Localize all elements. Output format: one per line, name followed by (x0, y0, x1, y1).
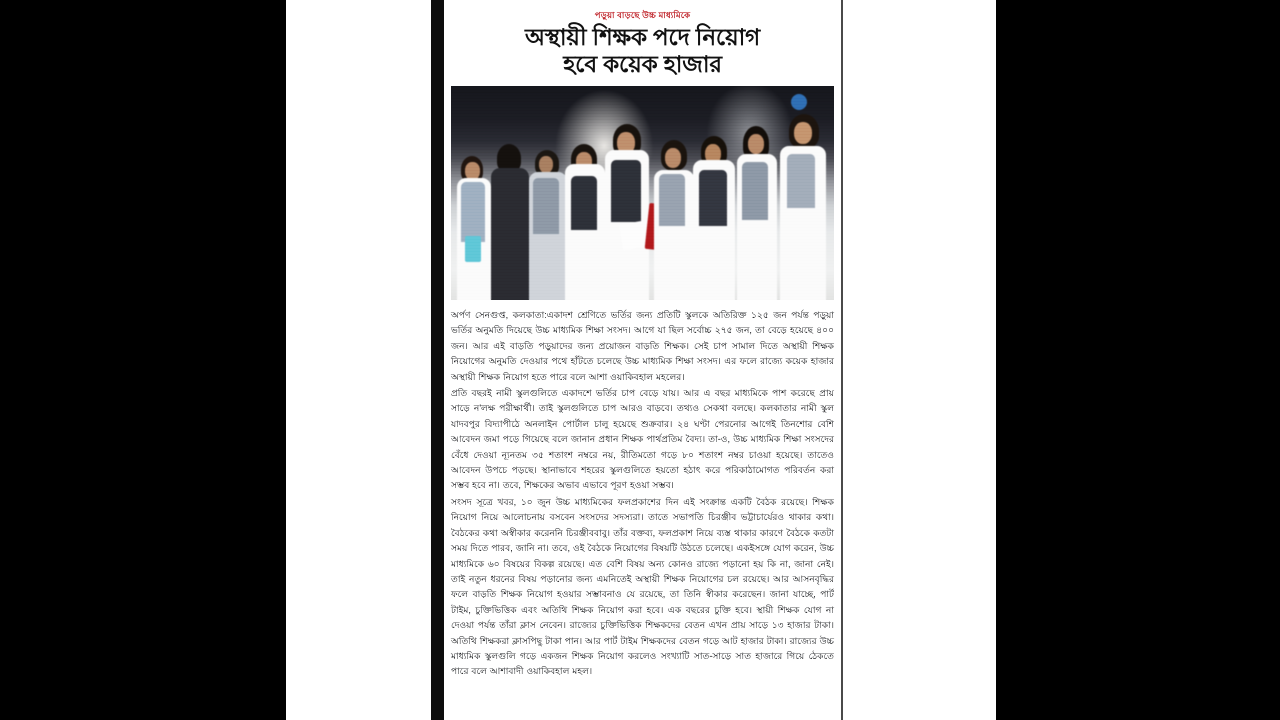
photo-figure (691, 118, 737, 300)
photo-banner-logo (791, 94, 807, 110)
headline-line-1: অস্থায়ী শিক্ষক পদে নিয়োগ (524, 24, 760, 50)
headline-line-2: হবে কয়েক হাজার (563, 51, 722, 77)
photo-figure (487, 140, 531, 300)
article-paragraph: প্রতি বছরই নামী স্কুলগুলিতে একাদশে ভর্তির চাপ বেড়ে যায়। আর এ বছর মাধ্যমিকে পাশ করেছে প্রায় সাড়ে ন'লক্ষ পরীক্ষার্থী। তাই স্কুলগুলিতে চাপ আরও বাড়বে। তথ্যও সেকথা বলছে। কলকাতার নামী স্কুল যাদবপুর বিদ্যাপীঠে অনলাইন পোর্টাল চালু হয়েছে শুক্রবার। ২৪ ঘণ্টা পেরনোর আগেই তিনশোর বেশি আবেদন জমা পড়ে গিয়েছে বলে জানান প্রধান শিক্ষক পার্থপ্রতিম বৈদ্য। তা-ও, উচ্চ মাধ্যমিক শিক্ষা সংসদের বেঁধে দেওয়া ন্যূনতম ৩৫ শতাংশ নম্বরে নয়, রীতিমতো গড়ে ৮০ শতাংশ নম্বর চাওয়া হয়েছে। তাতেও আবেদন উপচে পড়ছে। স্থানাভাবে শহরের স্কুলগুলিতে হয়তো হঠাৎ করে পরিকাঠামোগত পরিবর্তন করা সম্ভব হবে না। তবে, শিক্ষকের অভাব এভাবে পূরণ হওয়া সম্ভব। (451, 388, 834, 491)
photo-figure (777, 104, 829, 300)
article-paragraph: সংসদ সূত্রে খবর, ১০ জুন উচ্চ মাধ্যমিকের ফলপ্রকাশের দিন এই সংক্রান্ত একটি বৈঠক রয়েছে। শিক্ষক নিয়োগ নিয়ে আলোচনায় বসবেন সংসদের সদস্যরা। তাতে সভাপতি চিরঞ্জীব ভট্টাচার্যেরও থাকার কথা। বৈঠকের কথা অস্বীকার করেননি চিরঞ্জীববাবু। তাঁর বক্তব্য, ফলপ্রকাশ নিয়ে ব্যস্ত থাকার কারণে বৈঠকে কতটা সময় দিতে পারব, জানি না। তবে, ওই বৈঠকে নিয়োগের বিষয়টি উঠতে চলেছে। একইসঙ্গে যোগ করেন, উচ্চ মাধ্যমিকে ৬০ বিষয়ের বিকল্প রয়েছে। এত বেশি বিষয় অন্য কোনও রাজ্যে পড়ানো হয় কি না, জানা নেই। তাই নতুন ধরনের বিষয় পড়ানোর জন্য এমনিতেই অস্থায়ী শিক্ষক নিয়োগের চল রয়েছে। আর আসনবৃদ্ধির ফলে বাড়তি শিক্ষক নিয়োগ হওয়ার সম্ভাবনাও যে রয়েছে, তা তিনি স্বীকার করেছেন। জানা যাচ্ছে, পার্ট টাইম, চুক্তিভিত্তিক এবং অতিথি শিক্ষক নিয়োগ করা হবে। এক বছরের চুক্তি হবে। স্থায়ী শিক্ষক যোগ না দেওয়া পর্যন্ত তাঁরা ক্লাস নেবেন। রাজ্যের চুক্তিভিত্তিক শিক্ষকদের বেতন এখন প্রায় সাড়ে ১৩ হাজার টাকা। অতিথি শিক্ষকরা ক্লাসপিছু টাকা পান। আর পার্ট টাইম শিক্ষকদের বেতন গড়ে আট হাজার টাকা। রাজ্যের উচ্চ মাধ্যমিক স্কুলগুলি গড়ে একজন শিক্ষক নিয়োগ করলেও সংখ্যাটি সাত-সাড়ে সাত হাজারে গিয়ে ঠেকতে পারে বলে আশাবাদী ওয়াকিবহাল মহল। (451, 496, 834, 677)
newspaper-page (444, 0, 841, 720)
photo-figure (563, 124, 607, 300)
photo-figure (603, 110, 651, 300)
article-photo (451, 86, 834, 300)
article-kicker: পড়ুয়া বাড়ছে উচ্চ মাধ্যমিকে (594, 10, 691, 20)
left-gutter-strip (431, 0, 444, 720)
page-right-rule (841, 0, 843, 720)
photo-figure (735, 112, 779, 300)
page-title (450, 24, 835, 78)
photo-blue-bag (465, 236, 481, 262)
article-paragraph: অর্পণ সেনগুপ্ত, কলকাতা:একাদশ শ্রেণিতে ভর্তির জন্য প্রতিটি স্কুলকে অতিরিক্ত ১২৫ জন পর্যন্ত পড়ুয়া ভর্তির অনুমতি দিয়েছে উচ্চ মাধ্যমিক শিক্ষা সংসদ। আগে যা ছিল সর্বোচ্চ ২৭৫ জন, তা বেড়ে হয়েছে ৪০০ জন। আর এই বাড়তি পড়ুয়াদের জন্য প্রয়োজন বাড়তি শিক্ষক। সেই চাপ সামাল দিতে অস্থায়ী শিক্ষক নিয়োগের অনুমতি দেওয়ার পথে হাঁটতে চলেছে উচ্চ মাধ্যমিক শিক্ষা সংসদ। এর ফলে রাজ্যে কয়েক হাজার অস্থায়ী শিক্ষক নিয়োগ হতে পারে বলে আশা ওয়াকিবহাল মহলের। (451, 310, 834, 382)
masthead (444, 0, 841, 78)
photo-image (451, 86, 834, 300)
article-body (444, 300, 841, 687)
